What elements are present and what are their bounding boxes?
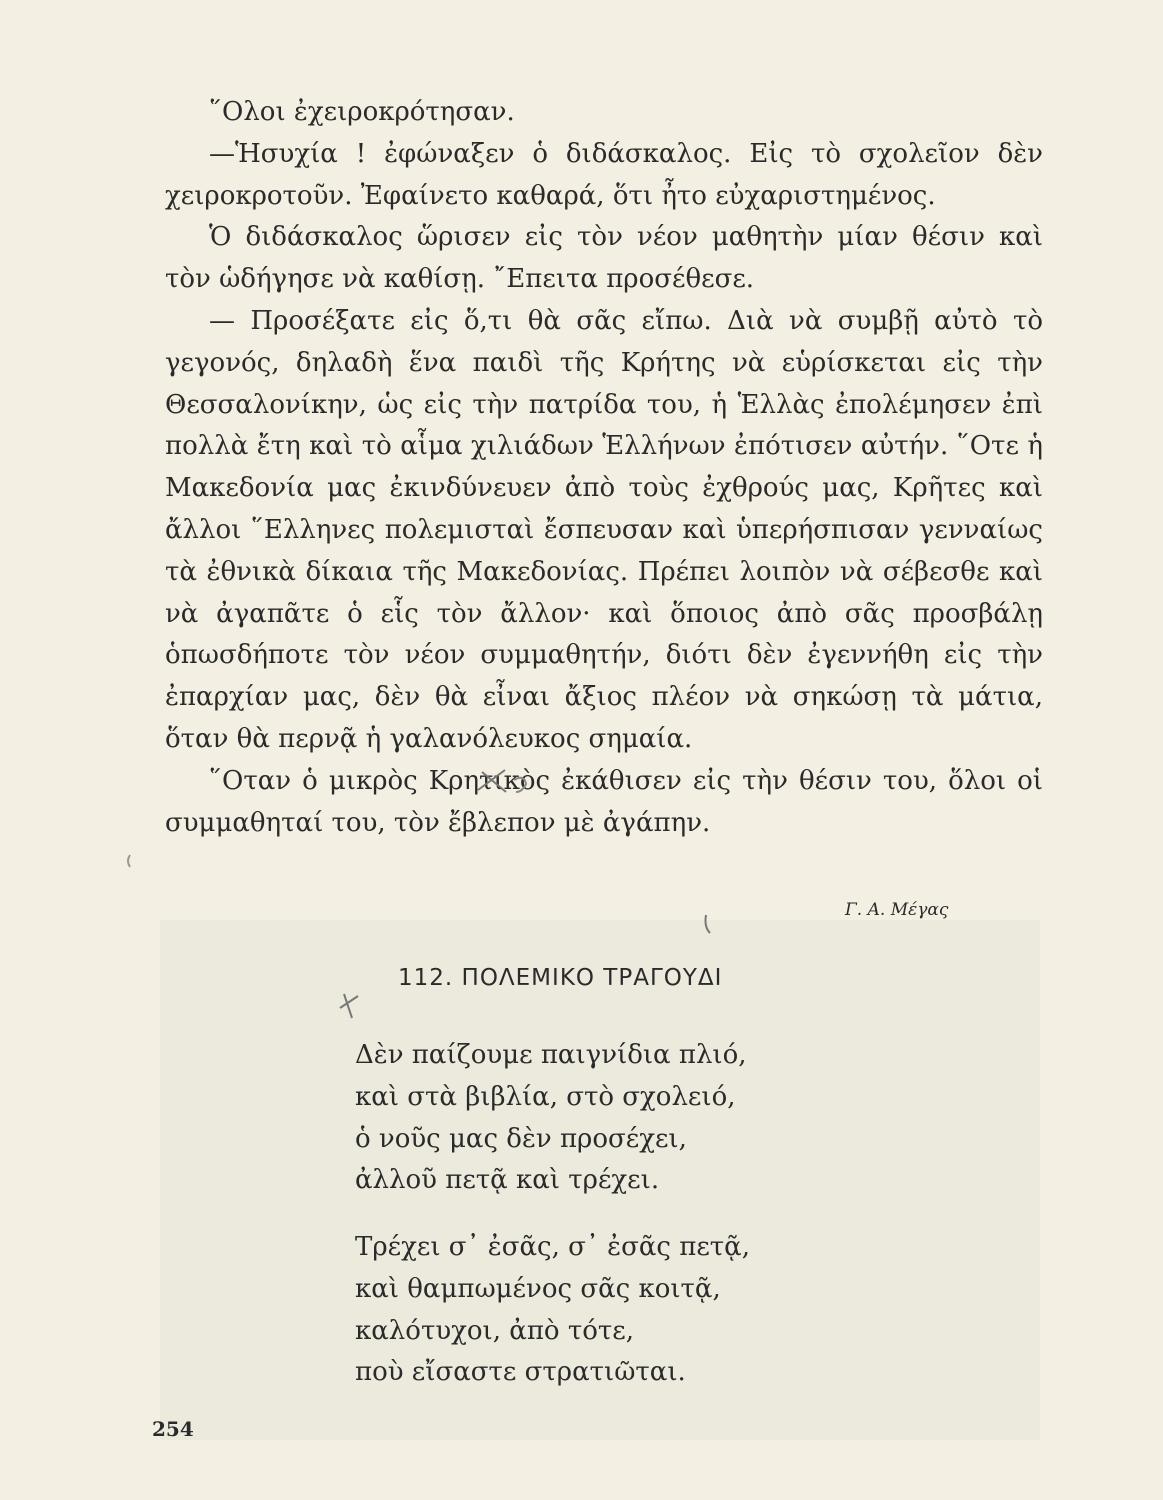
poem-line: καὶ στὰ βιβλία, στὸ σχολειό,	[355, 1081, 736, 1112]
pencil-tick	[706, 915, 711, 933]
poem-line: καλότυχοι, ἀπὸ τότε,	[355, 1315, 634, 1346]
pencil-cross-mark-2	[340, 994, 358, 1018]
paragraph-2: —Ἡσυχία ! ἐφώναξεν ὁ διδάσκαλος. Εἰς τὸ σχολεῖον δὲν χειροκροτοῦν. Ἐφαίνετο καθαρά, ὅτι ἦτο εὐχαριστημένος.	[165, 138, 1043, 211]
poem-line: ὁ νοῦς μας δὲν προσέχει,	[355, 1123, 687, 1154]
poem-title: 112. ΠΟΛΕΜΙΚΟ ΤΡΑΓΟΥΔΙ	[398, 965, 723, 991]
poem-line: καὶ θαμπωμένος σᾶς κοιτᾷ,	[355, 1273, 721, 1304]
poem-line: ἀλλοῦ πετᾷ καὶ τρέχει.	[355, 1165, 660, 1196]
paragraph-1: ῞Ολοι ἐχειροκρότησαν.	[209, 97, 515, 127]
poem-line: Τρέχει σ᾽ ἐσᾶς, σ᾽ ἐσᾶς πετᾷ,	[355, 1232, 751, 1262]
page-number: 254	[152, 1417, 194, 1441]
paragraph-4: — Προσέξατε εἰς ὅ,τι θὰ σᾶς εἴπω. Διὰ νὰ συμβῇ αὐτὸ τὸ γεγονός, δηλαδὴ ἕνα παιδὶ τῆς Κρήτης νὰ εὑρίσκεται εἰς τὴν Θεσσαλονίκην, ὡς εἰς τὴν πατρίδα του, ἡ Ἑλλὰς ἐπολέμησεν ἐπὶ πολλὰ ἔτη καὶ τὸ αἷμα χιλιάδων Ἑλλήνων ἐπότισεν αὐτήν. ῞Οτε ἡ Μακεδονία μας ἐκινδύνευεν ἀπὸ τοὺς ἐχθρούς μας, Κρῆτες καὶ ἄλλοι ῞Ελληνες πολεμισταὶ ἔσπευσαν καὶ ὑπερήσπισαν γενναίως τὰ ἐθνικὰ δίκαια τῆς Μακεδονίας. Πρέπει λοιπὸν νὰ σέβεσθε καὶ νὰ ἀγαπᾶτε ὁ εἷς τὸν ἄλλον· καὶ ὅποιος ἀπὸ σᾶς προσβάλῃ ὁπωσδήποτε τὸν νέον συμμαθητήν, διότι δὲν ἐγεννήθη εἰς τὴν ἐπαρχίαν μας, δὲν θὰ εἶναι ἄξιος πλέον νὰ σηκώσῃ τὰ μάτια, ὅταν θὰ περνᾷ ἡ γαλανόλευκος σημαία.	[165, 305, 1043, 754]
pencil-cross-mark	[478, 770, 506, 792]
paragraph-3: Ὁ διδάσκαλος ὥρισεν εἰς τὸν νέον μαθητὴν μίαν θέσιν καὶ τὸν ὡδήγησε νὰ καθίσῃ. ῎Επειτα προσέθεσε.	[165, 222, 1043, 295]
pencil-dot	[128, 855, 130, 867]
poem-line: Δὲν παίζουμε παιγνίδια πλιό,	[355, 1040, 747, 1070]
author-signature: Γ. Α. Μέγας	[845, 900, 949, 920]
poem-line: ποὺ εἴσαστε στρατιῶται.	[355, 1357, 686, 1388]
pencil-scribble	[514, 778, 526, 792]
paragraph-5: ῞Οταν ὁ μικρὸς Κρητικὸς ἐκάθισεν εἰς τὴν θέσιν του, ὅλοι οἱ συμμαθηταί του, τὸν ἔβλεπον μὲ ἀγάπην.	[165, 765, 1043, 838]
